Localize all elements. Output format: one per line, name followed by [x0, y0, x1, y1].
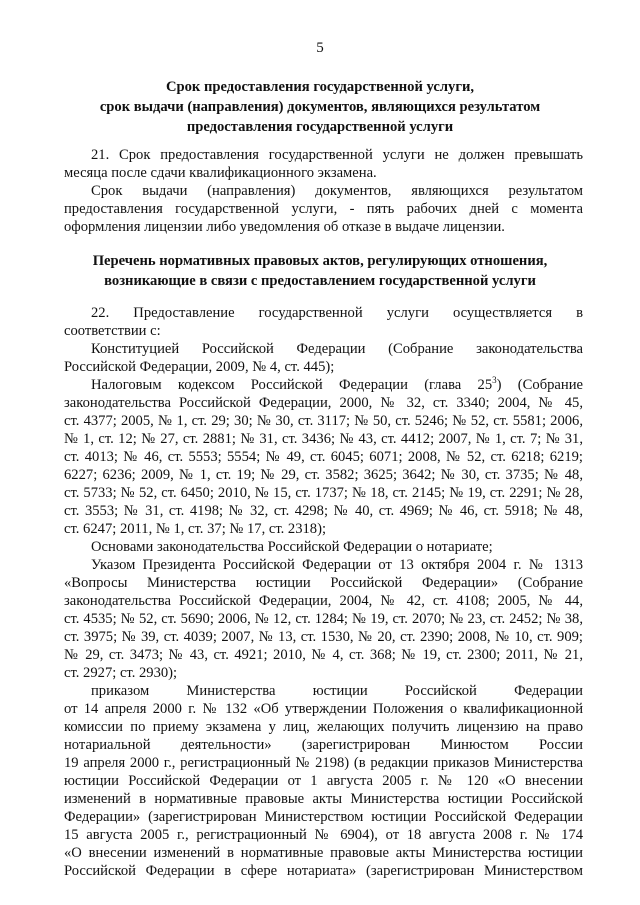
tax-code-line-6: 6227; 6236; 2009, № 1, ст. 19; № 29, ст. 3582; 3625; 3642; № 30, ст. 3735; № 48,: [64, 467, 583, 483]
order-line-5: 19 апреля 2000 г., регистрационный № 2198) (в редакции приказов Министерства: [64, 755, 583, 771]
order-line-10: «О внесении изменений в нормативные правовые акты Министерства юстиции: [64, 845, 583, 861]
paragraph-22-line-2: соответствии с:: [64, 323, 161, 339]
notary-basics-line: Основами законодательства Российской Федерации о нотариате;: [91, 539, 493, 555]
order-line-9: 15 августа 2005 г., регистрационный № 6904), от 18 августа 2008 г. № 174: [64, 827, 583, 843]
order-line-4: нотариальной деятельности» (зарегистрирован Минюстом России: [64, 737, 583, 753]
tax-code-line-2: законодательства Российской Федерации, 2000, № 32, ст. 3340; 2004, № 45,: [64, 395, 583, 411]
decree-line-7: ст. 2927; ст. 2930);: [64, 665, 178, 681]
decree-line-3: законодательства Российской Федерации, 2004, № 42, ст. 4108; 2005, № 44,: [64, 593, 583, 609]
tax-code-line-7: ст. 5733; № 52, ст. 6450; 2010, № 15, ст. 1737; № 18, ст. 2145; № 19, ст. 2291; № 28,: [64, 485, 583, 501]
tax-code-line-8: ст. 3553; № 31, ст. 4198; № 32, ст. 4298; № 40, ст. 4969; № 46, ст. 5918; № 48,: [64, 503, 583, 519]
decree-line-1: Указом Президента Российской Федерации от 13 октября 2004 г. № 1313: [91, 557, 583, 573]
paragraph-21-line-2: месяца после сдачи квалификационного экзамена.: [64, 165, 377, 181]
paragraph-21-line-1: 21. Срок предоставления государственной услуги не должен превышать: [91, 147, 583, 163]
decree-line-5: ст. 3975; № 39, ст. 4039; 2007, № 13, ст. 1530, № 20, ст. 2390; 2008, № 10, ст. 909;: [64, 629, 583, 645]
paragraph-term-line-3: оформления лицензии либо уведомления об отказе в выдаче лицензии.: [64, 219, 505, 235]
section1-heading-line-1: Срок предоставления государственной услуги,: [165, 79, 475, 95]
tax-code-text: Налоговым кодексом Российской Федерации (глава 25: [91, 377, 493, 393]
tax-code-line-1: [91, 376, 583, 394]
paragraph-term-line-1: Срок выдачи (направления) документов, являющихся результатом: [91, 183, 583, 199]
tax-code-line-3: ст. 4377; 2005, № 1, ст. 29; 30; № 30, ст. 3117; № 50, ст. 5246; № 52, ст. 5581; 2006,: [64, 413, 583, 429]
tax-code-line-4: № 1, ст. 12; № 27, ст. 2881; № 31, ст. 3436; № 43, ст. 4412; 2007, № 1, ст. 7; № 31,: [64, 431, 583, 447]
constitution-line-1: Конституцией Российской Федерации (Собрание законодательства: [91, 341, 583, 357]
section2-heading-line-1: Перечень нормативных правовых актов, регулирующих отношения,: [92, 253, 548, 269]
order-line-6: юстиции Российской Федерации от 1 августа 2005 г. № 120 «О внесении: [64, 773, 583, 789]
section1-heading-line-3: предоставления государственной услуги: [186, 119, 454, 135]
paragraph-22-line-1: 22. Предоставление государственной услуги осуществляется в: [91, 305, 583, 321]
tax-code-superscript: 3: [492, 375, 497, 386]
order-line-3: комиссии по приему экзамена у лиц, желающих получить лицензию на право: [64, 719, 583, 735]
decree-line-6: № 29, ст. 3473; № 43, ст. 4921; 2010, № 4, ст. 368; № 19, ст. 2300; 2011, № 21,: [64, 647, 583, 663]
decree-line-2: «Вопросы Министерства юстиции Российской Федерации» (Собрание: [64, 575, 583, 591]
section1-heading-line-2: срок выдачи (направления) документов, являющихся результатом: [99, 99, 541, 115]
constitution-line-2: Российской Федерации, 2009, № 4, ст. 445);: [64, 359, 335, 375]
tax-code-tail: ) (Собрание: [496, 377, 583, 393]
section2-heading-line-2: возникающие в связи с предоставлением государственной услуги: [104, 273, 536, 289]
page-number: 5: [316, 40, 324, 56]
order-line-7: изменений в нормативные правовые акты Министерства юстиции Российской: [64, 791, 583, 807]
tax-code-line-9: ст. 6247; 2011, № 1, ст. 37; № 17, ст. 2318);: [64, 521, 327, 537]
order-line-8: Федерации» (зарегистрирован Министерством юстиции Российской Федерации: [64, 809, 583, 825]
order-line-11: Российской Федерации в сфере нотариата» (зарегистрирован Министерством: [64, 863, 583, 879]
order-line-1: приказом Министерства юстиции Российской Федерации: [91, 683, 583, 699]
decree-line-4: ст. 4535; № 52, ст. 5690; 2006, № 12, ст. 1284; № 19, ст. 2070; № 23, ст. 2452; № 38,: [64, 611, 583, 627]
order-line-2: от 14 апреля 2000 г. № 132 «Об утверждении Положения о квалификационной: [64, 701, 583, 717]
tax-code-line-5: ст. 4013; № 46, ст. 5553; 5554; № 49, ст. 6045; 6071; 2008, № 52, ст. 6218; 6219;: [64, 449, 583, 465]
paragraph-term-line-2: предоставления государственной услуги, - пять рабочих дней с момента: [64, 201, 583, 217]
